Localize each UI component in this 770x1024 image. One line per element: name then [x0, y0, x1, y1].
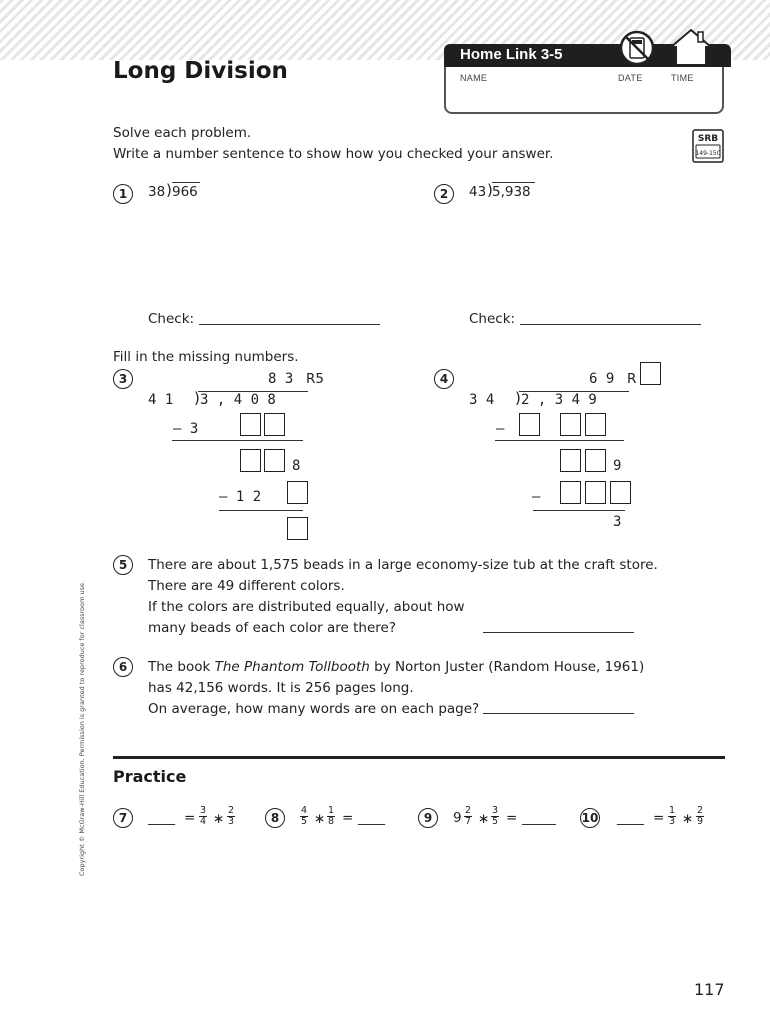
practice-10-operator: ∗	[682, 811, 694, 827]
page-title: Long Division	[113, 58, 288, 84]
practice-8-fraction-b: $\frac{1}{8}$	[328, 805, 335, 827]
problem-number-6: 6	[113, 657, 133, 677]
problem-3-minus-2: – 1 2	[219, 489, 262, 505]
practice-7-blank[interactable]: ____	[148, 810, 175, 826]
problem-4-dividend: 2 , 3 4 9	[521, 392, 597, 408]
problem-6-text: by Norton Juster (Random House, 1961)	[369, 659, 645, 675]
problem-1-divisor: 38	[148, 184, 166, 200]
missing-digit-box[interactable]	[560, 449, 581, 472]
practice-8-fraction-a: $\frac{4}{5}$	[301, 805, 308, 827]
practice-7-operator: ∗	[213, 811, 225, 827]
srb-label: SRB	[697, 134, 719, 144]
division-bar	[172, 182, 200, 183]
subtraction-line	[172, 440, 303, 441]
problem-2-dividend: 5,938	[492, 184, 531, 200]
practice-9-fraction-a: $\frac{2}{7}$	[465, 805, 472, 827]
copyright-notice: Copyright © McGraw-Hill Education. Permission is granted to reproduce for classroom use.	[78, 580, 86, 876]
problem-number-3: 3	[113, 369, 133, 389]
problem-6-line-3: On average, how many words are on each page?	[148, 701, 480, 717]
problem-4-divisor: 3 4	[469, 392, 495, 408]
subtraction-line	[495, 440, 624, 441]
practice-8-blank[interactable]: ____	[358, 810, 385, 826]
division-bar	[519, 391, 629, 392]
problem-6-line-2: has 42,156 words. It is 256 pages long.	[148, 680, 414, 696]
missing-digit-box[interactable]	[585, 449, 606, 472]
division-bar	[492, 182, 535, 183]
practice-10-blank[interactable]: ____	[617, 810, 644, 826]
check-answer-line-2[interactable]	[520, 324, 701, 325]
problem-3-dividend: 3 , 4 0 8	[200, 392, 276, 408]
practice-9-blank[interactable]: _____	[522, 810, 556, 826]
check-label-1: Check:	[148, 311, 195, 327]
time-label: TIME	[671, 73, 694, 83]
problem-4-minus-1: –	[496, 421, 505, 437]
problem-5-line-2: There are 49 different colors.	[148, 578, 345, 594]
problem-3-minus-1: – 3	[173, 421, 199, 437]
practice-10-fraction-b: $\frac{2}{9}$	[697, 805, 704, 827]
practice-9-fraction-b: $\frac{3}{5}$	[492, 805, 499, 827]
problem-1-dividend: 966	[172, 184, 198, 200]
problem-number-2: 2	[434, 184, 454, 204]
answer-line-6[interactable]	[483, 713, 634, 714]
problem-6-line-1	[148, 659, 644, 675]
problem-4-minus-2: –	[532, 489, 541, 505]
practice-10-fraction-a: $\frac{1}{3}$	[669, 805, 676, 827]
practice-number-7: 7	[113, 808, 133, 828]
problem-5-line-4: many beads of each color are there?	[148, 620, 396, 636]
practice-10-equals: =	[653, 810, 665, 826]
check-answer-line-1[interactable]	[199, 324, 380, 325]
problem-4-quotient: 6 9	[589, 371, 615, 387]
missing-digit-box[interactable]	[519, 413, 540, 436]
practice-9-equals: =	[506, 810, 518, 826]
problem-4-final-remainder: 3	[613, 514, 622, 530]
problem-5-line-1: There are about 1,575 beads in a large economy-size tub at the craft store.	[148, 557, 658, 573]
fill-instruction: Fill in the missing numbers.	[113, 349, 299, 365]
subtraction-line	[219, 510, 303, 511]
problem-3-quotient: 8 3	[268, 371, 294, 387]
practice-heading: Practice	[113, 767, 187, 786]
division-bracket: )	[194, 389, 200, 407]
missing-digit-box[interactable]	[287, 481, 308, 504]
division-bracket: )	[166, 181, 172, 199]
practice-number-10: 10	[580, 808, 600, 828]
missing-remainder-box[interactable]	[287, 517, 308, 540]
page-number: 117	[694, 980, 725, 999]
srb-pages: 149-150	[695, 150, 721, 157]
book-title: The Phantom Tollbooth	[214, 659, 370, 675]
missing-digit-box[interactable]	[585, 481, 606, 504]
problem-6-text: The book	[148, 659, 215, 675]
missing-digit-box[interactable]	[240, 413, 261, 436]
practice-7-fraction-a: $\frac{3}{4}$	[200, 805, 207, 827]
problem-3-remainder: R5	[306, 371, 324, 387]
section-rule	[113, 756, 725, 759]
division-bar	[198, 391, 308, 392]
missing-digit-box[interactable]	[585, 413, 606, 436]
srb-book-icon	[692, 129, 724, 163]
practice-number-8: 8	[265, 808, 285, 828]
problem-2-divisor: 43	[469, 184, 487, 200]
problem-number-1: 1	[113, 184, 133, 204]
division-bracket: )	[515, 389, 521, 407]
instruction-line-1: Solve each problem.	[113, 125, 252, 141]
practice-7-fraction-b: $\frac{2}{3}$	[228, 805, 235, 827]
missing-digit-box[interactable]	[264, 449, 285, 472]
no-calculator-icon	[619, 30, 655, 66]
answer-line-5[interactable]	[483, 632, 634, 633]
house-icon	[668, 27, 714, 67]
practice-7-equals: =	[184, 810, 196, 826]
missing-digit-box[interactable]	[264, 413, 285, 436]
problem-number-5: 5	[113, 555, 133, 575]
problem-3-divisor: 4 1	[148, 392, 174, 408]
date-label: DATE	[618, 73, 643, 83]
check-label-2: Check:	[469, 311, 516, 327]
problem-4-remainder-label: R	[627, 371, 637, 387]
division-bracket: )	[487, 181, 493, 199]
instruction-line-2: Write a number sentence to show how you checked your answer.	[113, 146, 554, 162]
practice-8-equals: =	[342, 810, 354, 826]
practice-number-9: 9	[418, 808, 438, 828]
practice-9-whole: 9	[453, 810, 462, 826]
name-label: NAME	[460, 73, 488, 83]
problem-5-line-3: If the colors are distributed equally, about how	[148, 599, 465, 615]
missing-digit-box[interactable]	[560, 481, 581, 504]
missing-digit-box[interactable]	[560, 413, 581, 436]
practice-8-operator: ∗	[314, 811, 326, 827]
subtraction-line	[533, 510, 625, 511]
problem-4-row2-digit: 9	[613, 458, 622, 474]
problem-number-4: 4	[434, 369, 454, 389]
home-link-title: Home Link 3-5	[460, 46, 563, 63]
problem-3-row2-digit: 8	[292, 458, 301, 474]
missing-remainder-box[interactable]	[640, 362, 661, 385]
missing-digit-box[interactable]	[240, 449, 261, 472]
practice-9-operator: ∗	[478, 811, 490, 827]
missing-digit-box[interactable]	[610, 481, 631, 504]
